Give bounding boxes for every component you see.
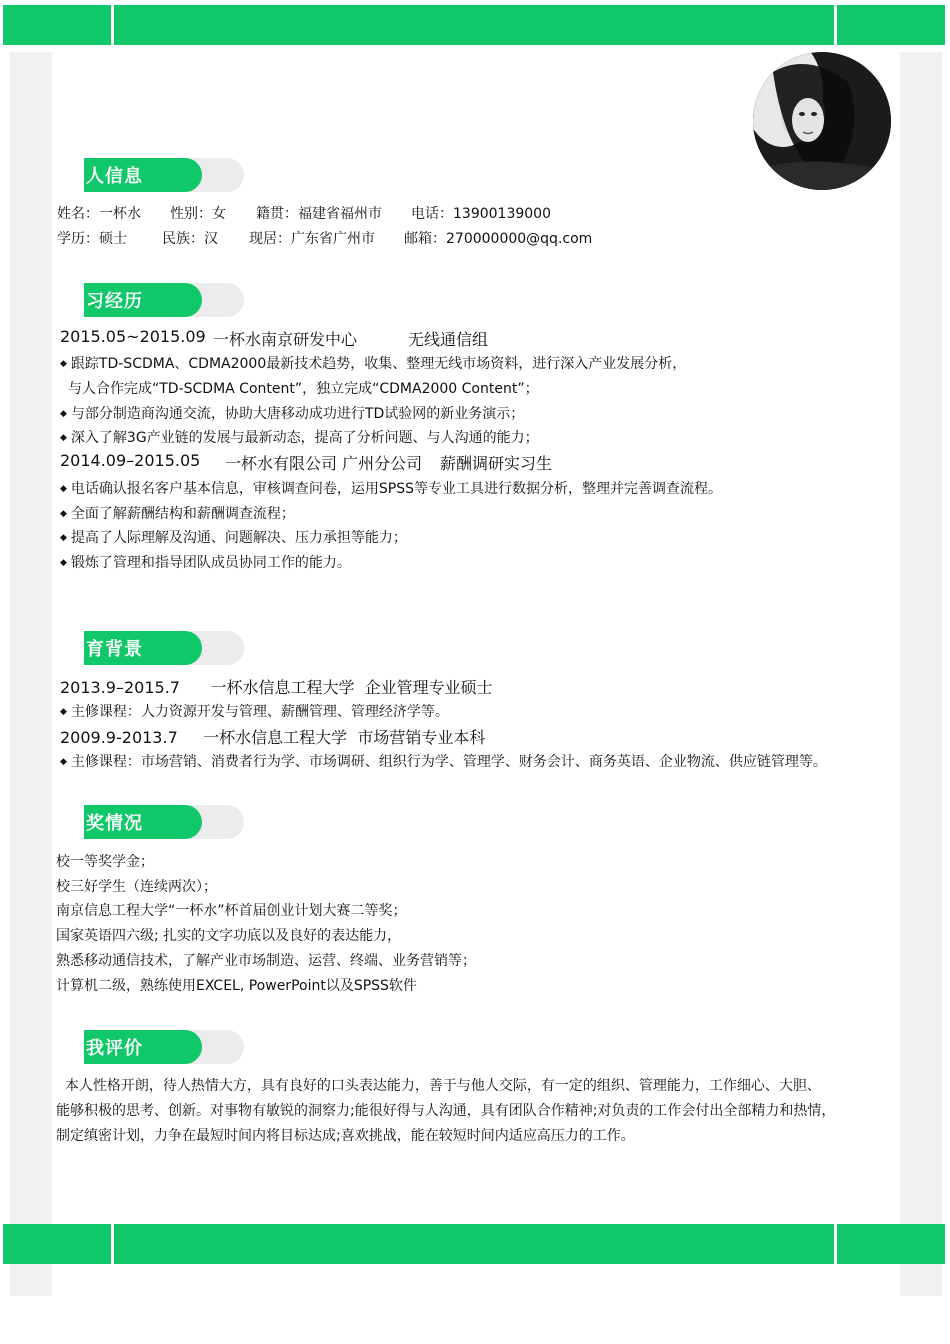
self-eval-line: 能够积极的思考、创新。对事物有敏锐的洞察力;能很好得与人沟通，具有团队合作精神;对负责的工作会付出全部精力和热情， xyxy=(56,1103,836,1119)
job-date: 2015.05~2015.09 xyxy=(60,327,206,346)
info-email: 邮箱：270000000@qq.com xyxy=(404,231,593,247)
edu-course: ◆ 主修课程：市场营销、消费者行为学、市场调研、组织行为学、管理学、财务会计、商务英语、企业物流、供应链管理等。 xyxy=(60,754,827,770)
job-company: 一杯水南京研发中心 xyxy=(213,330,358,349)
job-bullet-continuation: 与人合作完成“TD-SCDMA Content”，独立完成“CDMA2000 Content”； xyxy=(68,381,539,397)
info-residence: 现居：广东省广州市 xyxy=(249,231,375,247)
portrait-image xyxy=(753,52,891,190)
award-item: 熟悉移动通信技术，了解产业市场制造、运营、终端、业务营销等； xyxy=(56,953,476,969)
award-item: 南京信息工程大学“一杯水”杯首届创业计划大赛二等奖； xyxy=(56,903,407,919)
info-degree: 学历：硕士 xyxy=(57,231,127,247)
info-name: 姓名：一杯水 xyxy=(57,206,141,222)
job-bullet: ◆ 全面了解薪酬结构和薪酬调查流程； xyxy=(60,506,295,522)
left-side-strip xyxy=(10,52,52,1296)
job-bullet: ◆ 跟踪TD-SCDMA、CDMA2000最新技术趋势，收集、整理无线市场资料，进行深入产业发展分析， xyxy=(60,356,687,372)
award-item: 校一等奖学金； xyxy=(56,854,154,870)
job-bullet: ◆ 提高了人际理解及沟通、问题解决、压力承担等能力； xyxy=(60,530,407,546)
section-personal-info xyxy=(84,158,244,192)
right-side-strip xyxy=(900,52,942,1296)
section-title: 奖情况 xyxy=(86,813,143,834)
job-bullet: ◆ 锻炼了管理和指导团队成员协同工作的能力。 xyxy=(60,555,351,571)
info-nation: 民族：汉 xyxy=(162,231,218,247)
edu-line: 2013.9–2015.7 一杯水信息工程大学 企业管理专业硕士 xyxy=(60,678,493,697)
self-eval-line: 制定缜密计划，力争在最短时间内将目标达成;喜欢挑战，能在较短时间内适应高压力的工作。 xyxy=(56,1128,635,1144)
section-title: 人信息 xyxy=(86,166,143,187)
section-title: 我评价 xyxy=(86,1038,143,1059)
edu-course: ◆ 主修课程：人力资源开发与管理、薪酬管理、管理经济学等。 xyxy=(60,704,449,720)
job-bullet: ◆ 深入了解3G产业链的发展与最新动态，提高了分析问题、与人沟通的能力； xyxy=(60,430,539,446)
job-date: 2014.09–2015.05 xyxy=(60,451,201,470)
edu-line: 2009.9-2013.7 一杯水信息工程大学 市场营销专业本科 xyxy=(60,728,486,747)
avatar-photo xyxy=(753,52,891,190)
award-item: 国家英语四六级; 扎实的文字功底以及良好的表达能力， xyxy=(56,928,402,944)
job-company: 一杯水有限公司 广州分公司 xyxy=(225,454,423,473)
award-item: 校三好学生（连续两次）； xyxy=(56,879,217,895)
job-role: 无线通信组 xyxy=(408,330,489,349)
section-awards xyxy=(84,805,244,839)
section-title: 习经历 xyxy=(86,291,143,312)
section-work-experience xyxy=(84,283,244,317)
section-title: 育背景 xyxy=(86,639,143,660)
section-self-evaluation xyxy=(84,1030,244,1064)
job-bullet: ◆ 与部分制造商沟通交流，协助大唐移动成功进行TD试验网的新业务演示； xyxy=(60,406,525,422)
section-education xyxy=(84,631,244,665)
job-bullet: ◆ 电话确认报名客户基本信息，审核调查问卷，运用SPSS等专业工具进行数据分析，整理并完善调查流程。 xyxy=(60,481,723,497)
award-item: 计算机二级，熟练使用EXCEL, PowerPoint以及SPSS软件 xyxy=(56,978,417,994)
info-gender: 性别：女 xyxy=(170,206,226,222)
info-phone: 电话：13900139000 xyxy=(411,206,551,222)
self-eval-line: 本人性格开朗，待人热情大方，具有良好的口头表达能力，善于与他人交际，有一定的组织、管理能力，工作细心、大胆、 xyxy=(56,1078,821,1094)
info-origin: 籍贯：福建省福州市 xyxy=(256,206,382,222)
job-role: 薪酬调研实习生 xyxy=(440,454,553,473)
